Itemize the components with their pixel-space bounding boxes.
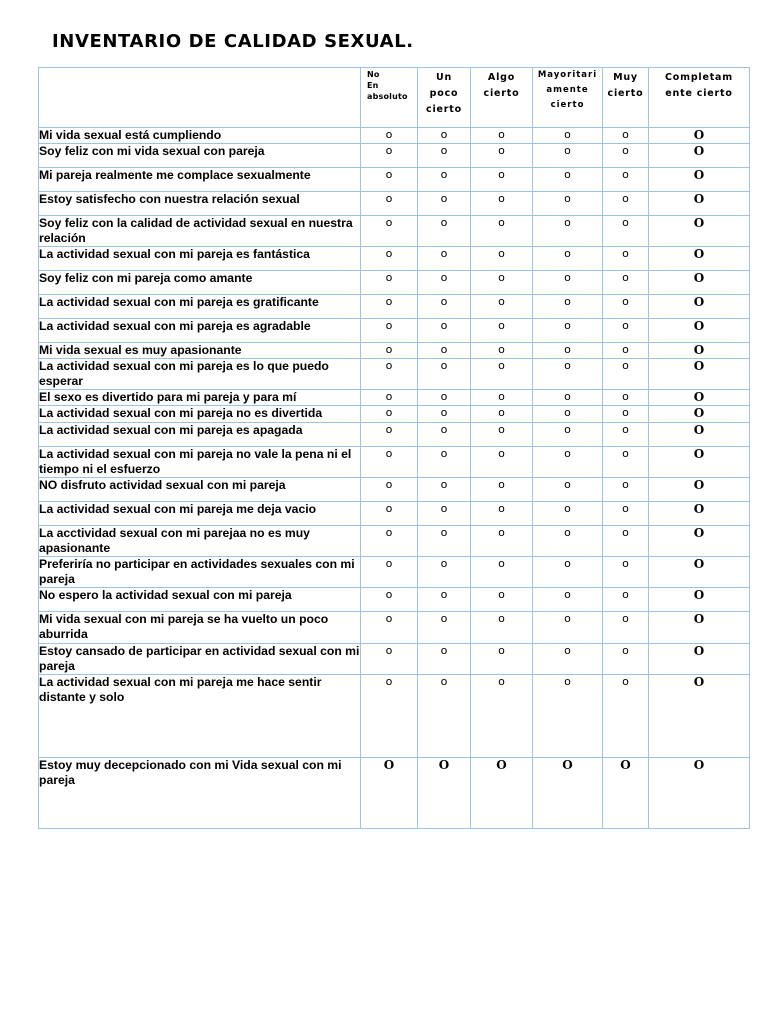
- answer-option-2[interactable]: o: [418, 557, 471, 588]
- answer-option-6[interactable]: O: [649, 192, 750, 216]
- answer-option-4[interactable]: o: [533, 128, 603, 144]
- inventory-table: [38, 67, 750, 829]
- statement-text: Mi pareja realmente me complace sexualmente: [39, 168, 361, 192]
- answer-option-1[interactable]: o: [361, 271, 418, 295]
- answer-option-2[interactable]: o: [418, 675, 471, 758]
- answer-option-5[interactable]: o: [603, 406, 649, 423]
- answer-option-1[interactable]: o: [361, 447, 418, 478]
- answer-option-3[interactable]: o: [471, 247, 533, 271]
- answer-option-2[interactable]: o: [418, 478, 471, 502]
- header-row: [39, 68, 750, 128]
- answer-option-5[interactable]: o: [603, 526, 649, 557]
- answer-option-1[interactable]: o: [361, 319, 418, 343]
- table-row: [39, 502, 750, 526]
- table-row: [39, 271, 750, 295]
- answer-option-1[interactable]: o: [361, 612, 418, 644]
- statement-text: Mi vida sexual es muy apasionante: [39, 343, 361, 359]
- statement-text: Estoy cansado de participar en actividad sexual con mi pareja: [39, 644, 360, 673]
- answer-option-1[interactable]: o: [361, 557, 418, 588]
- answer-option-3[interactable]: o: [471, 502, 533, 526]
- statement-text: Mi vida sexual con mi pareja se ha vuelto un poco aburrida: [39, 612, 361, 644]
- answer-option-5[interactable]: o: [603, 644, 649, 675]
- table-row: [39, 216, 750, 247]
- answer-option-6[interactable]: O: [649, 644, 750, 675]
- answer-option-4[interactable]: o: [533, 612, 603, 644]
- answer-option-1[interactable]: o: [361, 390, 418, 406]
- answer-option-6[interactable]: O: [649, 144, 750, 168]
- answer-option-6[interactable]: O: [649, 247, 750, 271]
- answer-option-4[interactable]: o: [533, 675, 603, 758]
- answer-option-5[interactable]: o: [603, 675, 649, 758]
- answer-option-2[interactable]: o: [418, 319, 471, 343]
- answer-option-6[interactable]: O: [649, 612, 750, 644]
- table-row: [39, 295, 750, 319]
- answer-option-5[interactable]: o: [603, 588, 649, 612]
- answer-option-6[interactable]: O: [649, 295, 750, 319]
- table-row: [39, 406, 750, 423]
- statement-text: Preferiría no participar en actividades sexuales con mi pareja: [39, 557, 361, 588]
- answer-option-3[interactable]: o: [471, 128, 533, 144]
- answer-option-1[interactable]: o: [361, 144, 418, 168]
- answer-option-4[interactable]: o: [533, 423, 603, 447]
- answer-option-2[interactable]: O: [418, 758, 471, 829]
- answer-option-1[interactable]: o: [361, 423, 418, 447]
- answer-option-3[interactable]: o: [471, 675, 533, 758]
- answer-option-4[interactable]: o: [533, 588, 603, 612]
- answer-option-1[interactable]: o: [361, 502, 418, 526]
- statement-text: Soy feliz con mi pareja como amante: [39, 271, 361, 295]
- answer-option-5[interactable]: o: [603, 343, 649, 359]
- answer-option-6[interactable]: O: [649, 406, 750, 423]
- answer-option-1[interactable]: o: [361, 359, 418, 390]
- answer-option-5[interactable]: o: [603, 216, 649, 247]
- header-completamente-cierto: Completam ente cierto: [649, 68, 750, 128]
- answer-option-3[interactable]: o: [471, 406, 533, 423]
- statement-text: La actividad sexual con mi pareja es gratificante: [39, 295, 361, 319]
- table-row: [39, 343, 750, 359]
- answer-option-5[interactable]: o: [603, 144, 649, 168]
- answer-option-5[interactable]: o: [603, 359, 649, 390]
- answer-option-4[interactable]: o: [533, 192, 603, 216]
- answer-option-2[interactable]: o: [418, 423, 471, 447]
- answer-option-3[interactable]: o: [471, 271, 533, 295]
- answer-option-1[interactable]: o: [361, 478, 418, 502]
- answer-option-4[interactable]: o: [533, 359, 603, 390]
- header-statement: [39, 68, 361, 128]
- answer-option-6[interactable]: O: [649, 478, 750, 502]
- statement-text: Mi vida sexual está cumpliendo: [39, 128, 361, 144]
- answer-option-3[interactable]: o: [471, 168, 533, 192]
- answer-option-1[interactable]: O: [361, 758, 418, 829]
- statement-text: Soy feliz con mi vida sexual con pareja: [39, 144, 361, 168]
- statement-text: La actividad sexual con mi pareja no vale la pena ni el tiempo ni el esfuerzo: [39, 447, 361, 478]
- answer-option-4[interactable]: O: [533, 758, 603, 829]
- statement-text: Estoy muy decepcionado con mi Vida sexual con mi pareja: [39, 758, 361, 829]
- answer-option-4[interactable]: o: [533, 557, 603, 588]
- table-row: [39, 447, 750, 478]
- answer-option-5[interactable]: o: [603, 295, 649, 319]
- answer-option-2[interactable]: o: [418, 271, 471, 295]
- answer-option-6[interactable]: O: [649, 447, 750, 478]
- answer-option-5[interactable]: o: [603, 247, 649, 271]
- answer-option-5[interactable]: o: [603, 390, 649, 406]
- statement-text: NO disfruto actividad sexual con mi pareja: [39, 478, 361, 502]
- answer-option-1[interactable]: o: [361, 644, 418, 675]
- answer-option-3[interactable]: o: [471, 612, 533, 644]
- answer-option-6[interactable]: O: [649, 359, 750, 390]
- table-row: [39, 128, 750, 144]
- answer-option-6[interactable]: O: [649, 758, 750, 829]
- answer-option-2[interactable]: o: [418, 390, 471, 406]
- statement-text: Estoy satisfecho con nuestra relación sexual: [39, 192, 361, 216]
- answer-option-5[interactable]: o: [603, 447, 649, 478]
- table-row: [39, 192, 750, 216]
- answer-option-1[interactable]: o: [361, 343, 418, 359]
- table-row: [39, 423, 750, 447]
- answer-option-2[interactable]: o: [418, 644, 471, 675]
- statement-text: No espero la actividad sexual con mi pareja: [39, 588, 361, 612]
- answer-option-4[interactable]: o: [533, 295, 603, 319]
- answer-option-4[interactable]: o: [533, 144, 603, 168]
- statement-text: La actividad sexual con mi pareja es agradable: [39, 319, 361, 343]
- answer-option-6[interactable]: O: [649, 216, 750, 247]
- answer-option-3[interactable]: O: [471, 758, 533, 829]
- answer-option-1[interactable]: o: [361, 526, 418, 557]
- statement-text: La actividad sexual con mi pareja es lo que puedo esperar: [39, 359, 361, 390]
- table-row: [39, 390, 750, 406]
- answer-option-6[interactable]: O: [649, 390, 750, 406]
- answer-option-2[interactable]: o: [418, 502, 471, 526]
- answer-option-2[interactable]: o: [418, 359, 471, 390]
- answer-option-5[interactable]: o: [603, 192, 649, 216]
- answer-option-5[interactable]: o: [603, 128, 649, 144]
- answer-option-5[interactable]: o: [603, 612, 649, 644]
- answer-option-3[interactable]: o: [471, 390, 533, 406]
- answer-option-6[interactable]: O: [649, 526, 750, 557]
- answer-option-3[interactable]: o: [471, 423, 533, 447]
- answer-option-4[interactable]: o: [533, 644, 603, 675]
- header-no-en-absoluto: No En absoluto: [361, 68, 418, 128]
- answer-option-5[interactable]: o: [603, 557, 649, 588]
- answer-option-1[interactable]: o: [361, 216, 418, 247]
- table-row: [39, 247, 750, 271]
- table-row: [39, 588, 750, 612]
- header-muy-cierto: Muy cierto: [603, 68, 649, 128]
- answer-option-6[interactable]: O: [649, 168, 750, 192]
- answer-option-2[interactable]: o: [418, 447, 471, 478]
- answer-option-1[interactable]: o: [361, 128, 418, 144]
- answer-option-6[interactable]: O: [649, 319, 750, 343]
- answer-option-2[interactable]: o: [418, 216, 471, 247]
- answer-option-6[interactable]: O: [649, 128, 750, 144]
- answer-option-3[interactable]: o: [471, 478, 533, 502]
- answer-option-5[interactable]: O: [603, 758, 649, 829]
- answer-option-6[interactable]: O: [649, 588, 750, 612]
- answer-option-4[interactable]: o: [533, 390, 603, 406]
- answer-option-3[interactable]: o: [471, 359, 533, 390]
- answer-option-1[interactable]: o: [361, 168, 418, 192]
- answer-option-5[interactable]: o: [603, 423, 649, 447]
- table-row: [39, 144, 750, 168]
- table-row: [39, 168, 750, 192]
- answer-option-1[interactable]: o: [361, 295, 418, 319]
- answer-option-4[interactable]: o: [533, 247, 603, 271]
- statement-text: Soy feliz con la calidad de actividad sexual en nuestra relación: [39, 216, 361, 247]
- answer-option-2[interactable]: o: [418, 526, 471, 557]
- answer-option-4[interactable]: o: [533, 271, 603, 295]
- answer-option-3[interactable]: o: [471, 144, 533, 168]
- answer-option-3[interactable]: o: [471, 557, 533, 588]
- answer-option-4[interactable]: o: [533, 478, 603, 502]
- answer-option-4[interactable]: o: [533, 447, 603, 478]
- page-title: INVENTARIO DE CALIDAD SEXUAL.: [52, 31, 414, 52]
- statement-text: La actividad sexual con mi pareja me hace sentir distante y solo: [39, 675, 361, 758]
- answer-option-2[interactable]: o: [418, 343, 471, 359]
- table-row: [39, 644, 750, 675]
- answer-option-5[interactable]: o: [603, 168, 649, 192]
- answer-option-2[interactable]: o: [418, 588, 471, 612]
- answer-option-6[interactable]: O: [649, 423, 750, 447]
- answer-option-2[interactable]: o: [418, 128, 471, 144]
- answer-option-3[interactable]: o: [471, 295, 533, 319]
- answer-option-2[interactable]: o: [418, 247, 471, 271]
- table-row: [39, 319, 750, 343]
- table-row: [39, 478, 750, 502]
- statement-text: La actividad sexual con mi pareja es fantástica: [39, 247, 361, 271]
- answer-option-1[interactable]: o: [361, 588, 418, 612]
- answer-option-1[interactable]: o: [361, 675, 418, 758]
- answer-option-5[interactable]: o: [603, 319, 649, 343]
- answer-option-6[interactable]: O: [649, 675, 750, 758]
- table-row: [39, 758, 750, 829]
- answer-option-4[interactable]: o: [533, 406, 603, 423]
- answer-option-3[interactable]: o: [471, 192, 533, 216]
- answer-option-1[interactable]: o: [361, 247, 418, 271]
- answer-option-2[interactable]: o: [418, 168, 471, 192]
- table-row: [39, 612, 750, 644]
- statement-text: La actividad sexual con mi pareja es apagada: [39, 423, 361, 447]
- answer-option-3[interactable]: o: [471, 447, 533, 478]
- answer-option-4[interactable]: o: [533, 168, 603, 192]
- answer-option-3[interactable]: o: [471, 216, 533, 247]
- answer-option-1[interactable]: o: [361, 192, 418, 216]
- table-row: [39, 675, 750, 758]
- statement-text: La acctividad sexual con mi parejaa no es muy apasionante: [39, 526, 361, 557]
- answer-option-2[interactable]: o: [418, 192, 471, 216]
- table-row: [39, 526, 750, 557]
- answer-option-4[interactable]: o: [533, 343, 603, 359]
- answer-option-4[interactable]: o: [533, 216, 603, 247]
- answer-option-6[interactable]: O: [649, 271, 750, 295]
- answer-option-3[interactable]: o: [471, 644, 533, 675]
- answer-option-6[interactable]: O: [649, 502, 750, 526]
- answer-option-5[interactable]: o: [603, 502, 649, 526]
- answer-option-5[interactable]: o: [603, 478, 649, 502]
- answer-option-5[interactable]: o: [603, 271, 649, 295]
- answer-option-4[interactable]: o: [533, 526, 603, 557]
- answer-option-1[interactable]: o: [361, 406, 418, 423]
- header-un-poco-cierto: Un poco cierto: [418, 68, 471, 128]
- answer-option-4[interactable]: o: [533, 319, 603, 343]
- answer-option-2[interactable]: o: [418, 295, 471, 319]
- header-mayoritariamente-cierto: Mayoritari amente cierto: [533, 68, 603, 128]
- table-row: [39, 359, 750, 390]
- answer-option-2[interactable]: o: [418, 612, 471, 644]
- statement-text: El sexo es divertido para mi pareja y para mí: [39, 390, 361, 406]
- statement-text: La actividad sexual con mi pareja no es divertida: [39, 406, 361, 423]
- answer-option-6[interactable]: O: [649, 343, 750, 359]
- answer-option-3[interactable]: o: [471, 319, 533, 343]
- statement-text: La actividad sexual con mi pareja me deja vacio: [39, 502, 361, 526]
- answer-option-6[interactable]: O: [649, 557, 750, 588]
- answer-option-4[interactable]: o: [533, 502, 603, 526]
- header-algo-cierto: Algo cierto: [471, 68, 533, 128]
- answer-option-2[interactable]: o: [418, 144, 471, 168]
- answer-option-2[interactable]: o: [418, 406, 471, 423]
- answer-option-3[interactable]: o: [471, 526, 533, 557]
- answer-option-3[interactable]: o: [471, 343, 533, 359]
- table-row: [39, 557, 750, 588]
- answer-option-3[interactable]: o: [471, 588, 533, 612]
